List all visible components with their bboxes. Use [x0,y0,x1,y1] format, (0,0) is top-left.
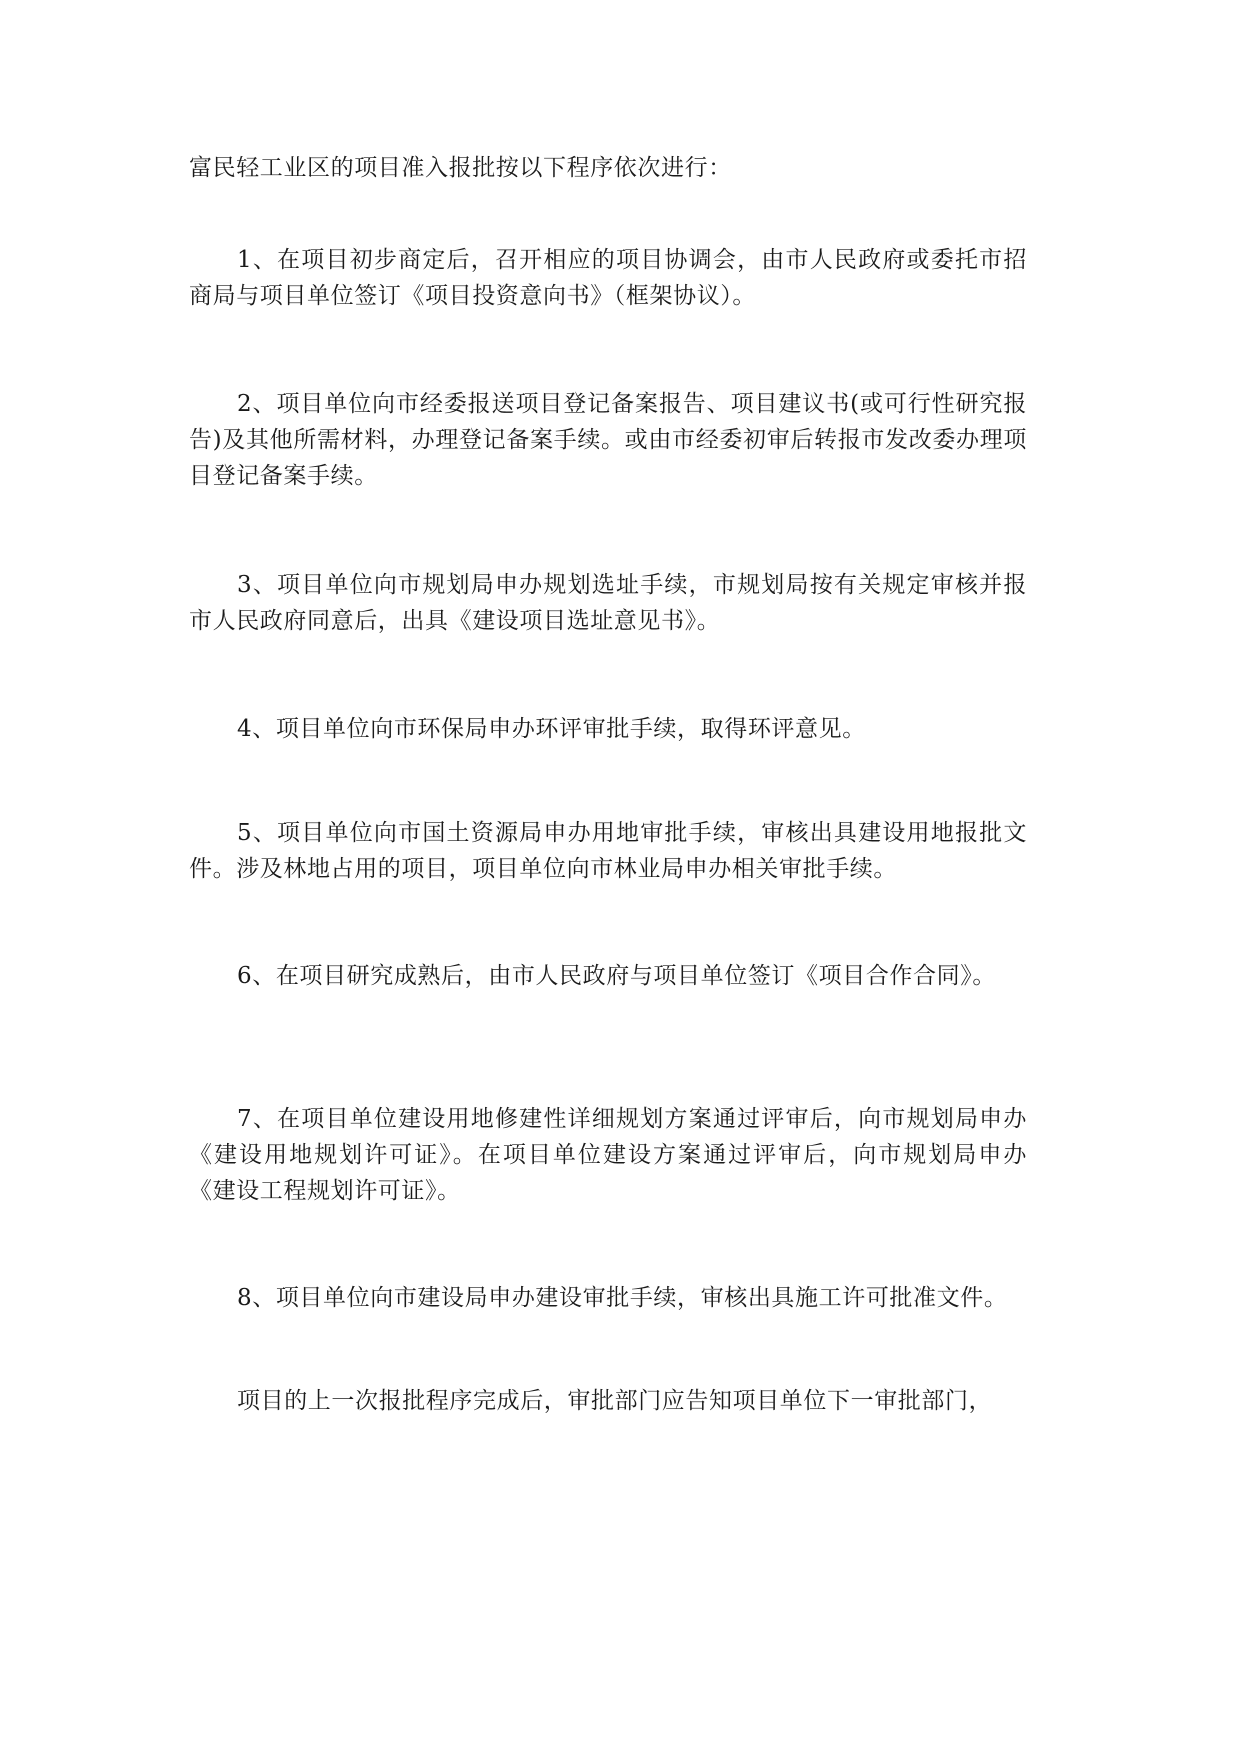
step-5-paragraph: 5、项目单位向市国土资源局申办用地审批手续，审核出具建设用地报批文件。涉及林地占用的项目，项目单位向市林业局申办相关审批手续。 [189,820,1027,882]
intro-paragraph: 富民轻工业区的项目准入报批按以下程序依次进行： [189,155,732,181]
step-6-paragraph: 6、在项目研究成熟后，由市人民政府与项目单位签订《项目合作合同》。 [237,963,996,989]
step-1-paragraph: 1、在项目初步商定后，召开相应的项目协调会，由市人民政府或委托市招商局与项目单位签订《项目投资意向书》（框架协议）。 [189,247,1027,309]
step-8-paragraph: 8、项目单位向市建设局申办建设审批手续，审核出具施工许可批准文件。 [237,1285,1008,1311]
step-7-paragraph: 7、在项目单位建设用地修建性详细规划方案通过评审后，向市规划局申办《建设用地规划许可证》。在项目单位建设方案通过评审后，向市规划局申办《建设工程规划许可证》。 [189,1106,1027,1204]
step-3-paragraph: 3、项目单位向市规划局申办规划选址手续，市规划局按有关规定审核并报市人民政府同意后，出具《建设项目选址意见书》。 [189,572,1027,634]
step-4-paragraph: 4、项目单位向市环保局申办环评审批手续，取得环评意见。 [237,716,866,742]
closing-paragraph: 项目的上一次报批程序完成后，审批部门应告知项目单位下一审批部门， [237,1388,993,1414]
step-2-paragraph: 2、项目单位向市经委报送项目登记备案报告、项目建议书(或可行性研究报告)及其他所需材料，办理登记备案手续。或由市经委初审后转报市发改委办理项目登记备案手续。 [189,391,1027,489]
